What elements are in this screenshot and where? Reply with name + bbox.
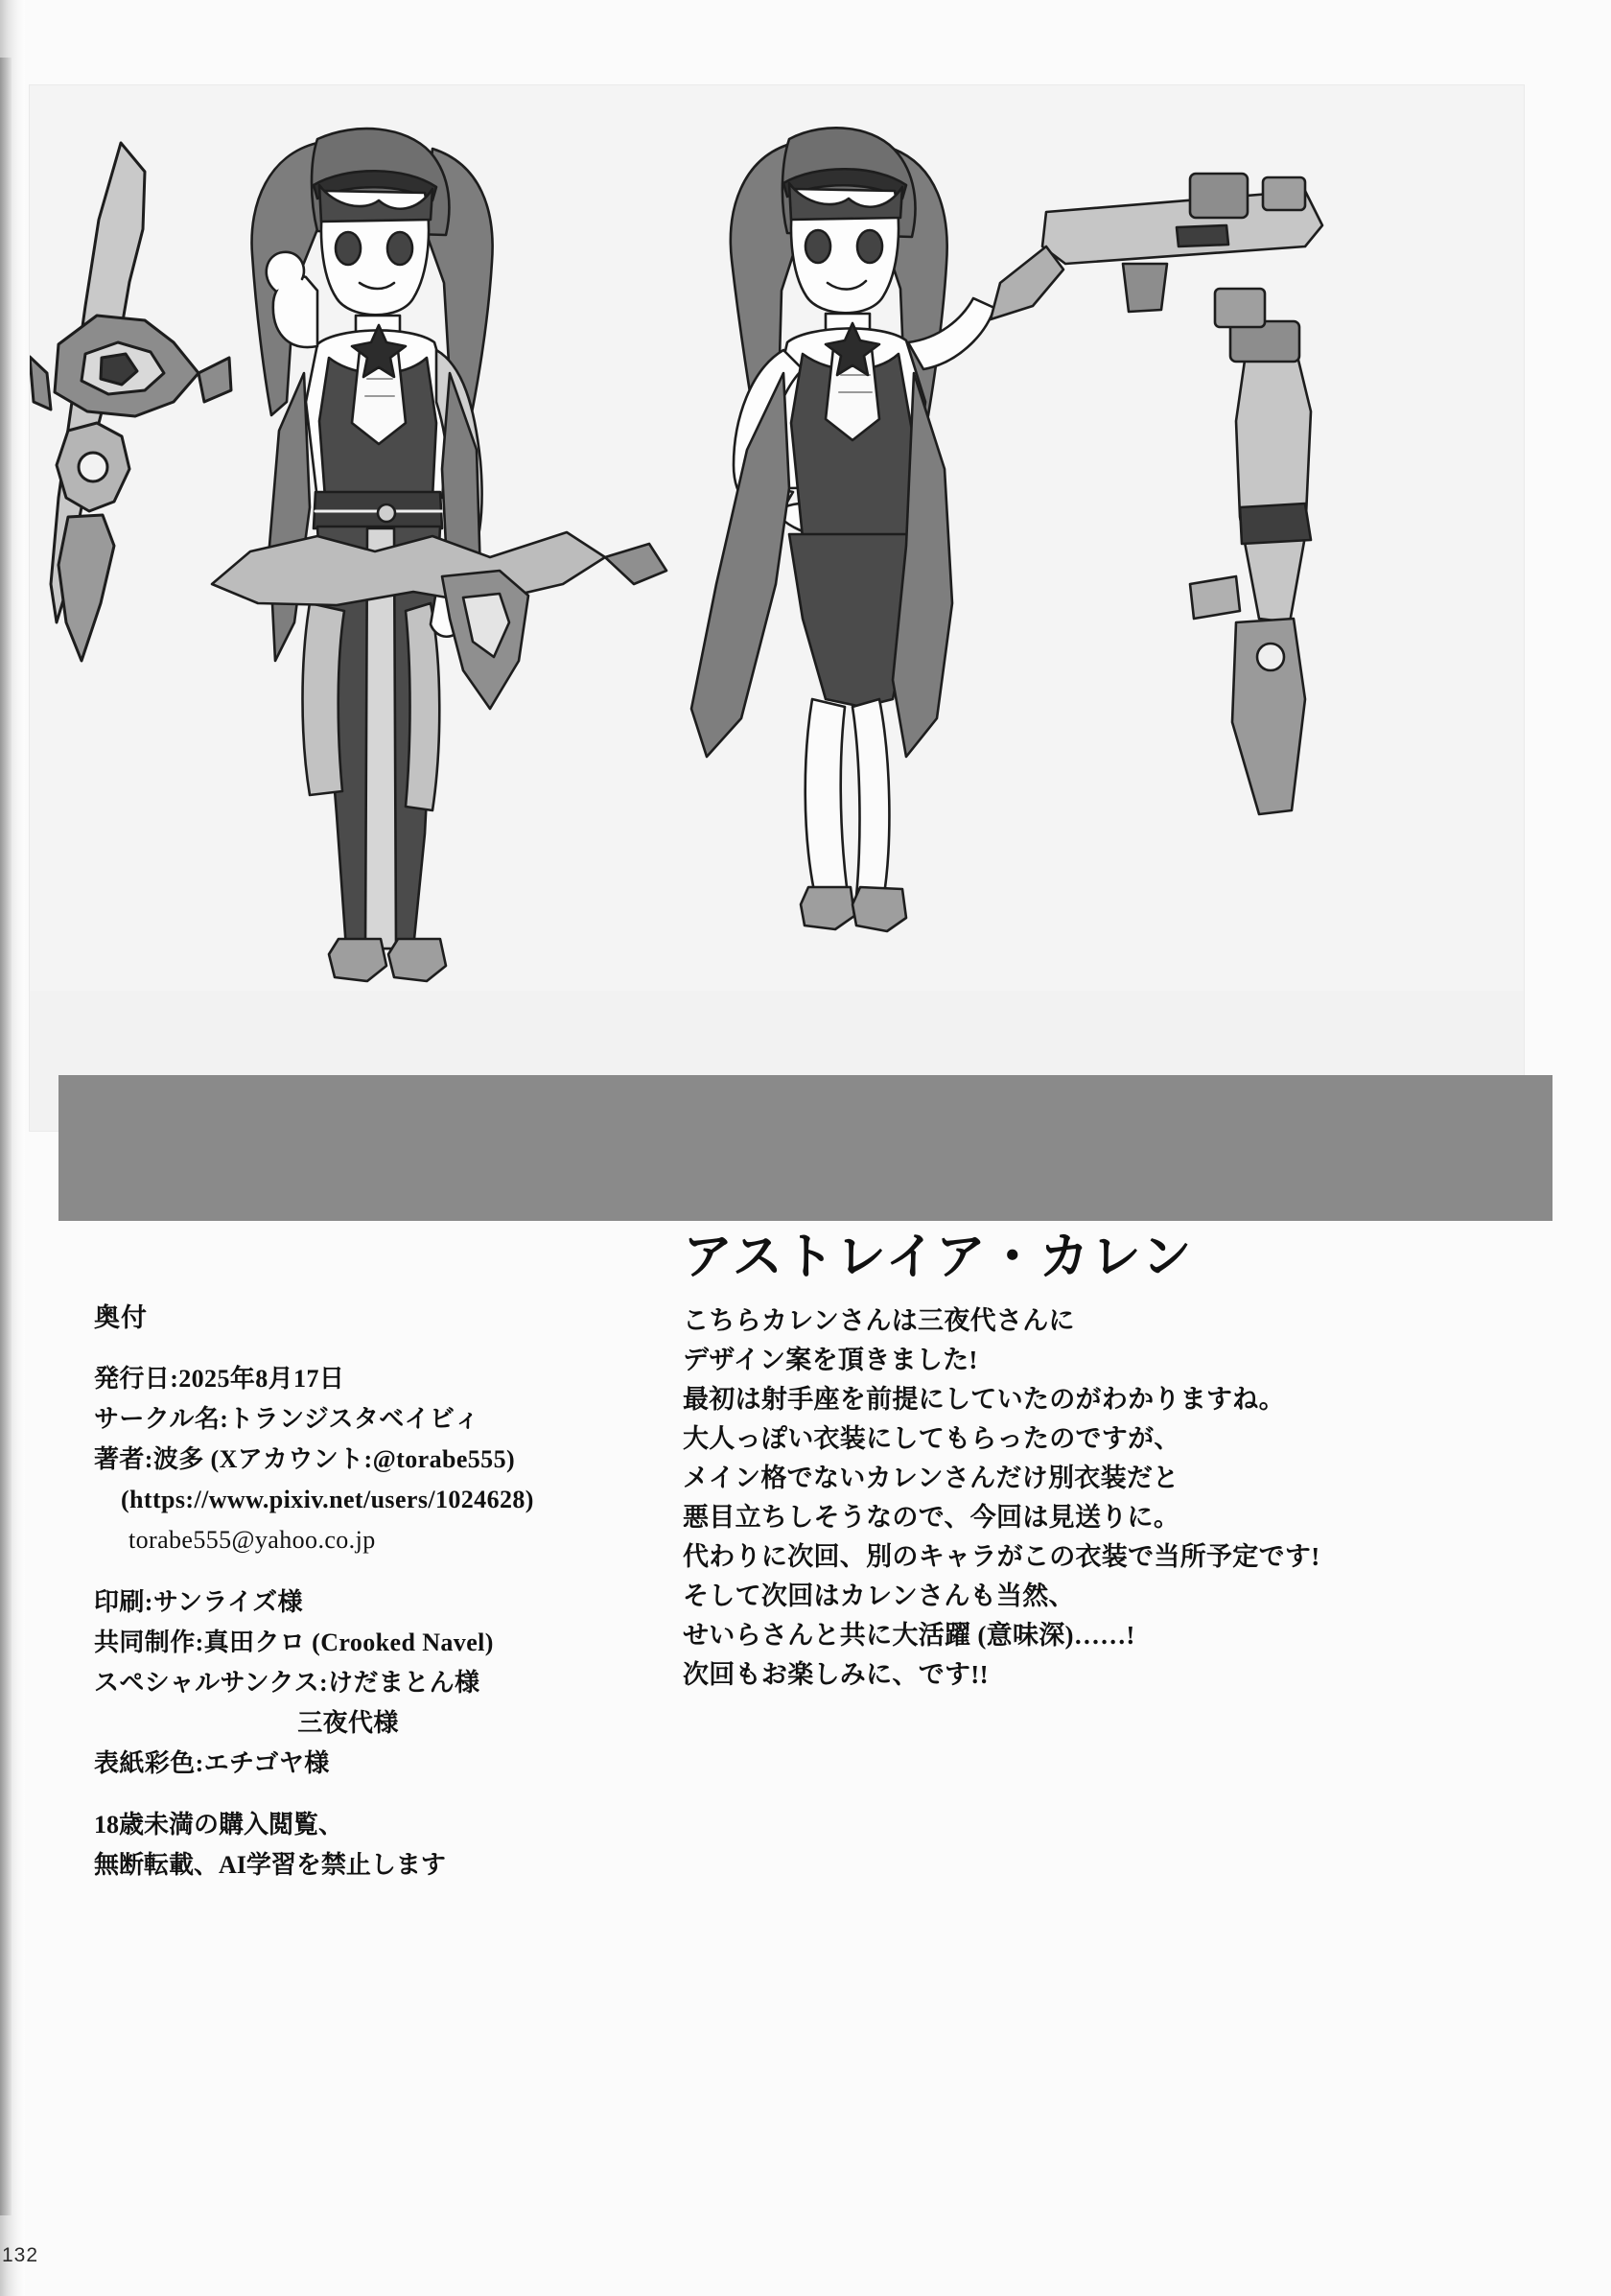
colophon-block: [94, 1297, 689, 1885]
commentary-line: せいらさんと共に大活躍 (意味深)……!: [683, 1621, 1135, 1651]
illustration-bottom-band: [58, 1075, 1553, 1221]
colophon-publish-date: 発行日:2025年8月17日: [94, 1365, 345, 1393]
colophon-pixiv-url[interactable]: (https://www.pixiv.net/users/1024628): [121, 1486, 534, 1514]
colophon-warning-line-1: 18歳未満の購入閲覧、: [94, 1811, 344, 1839]
illustration-canvas: [30, 85, 1524, 991]
commentary-line: デザイン案を頂きました!: [683, 1346, 978, 1375]
commentary-line: 最初は射手座を前提にしていたのがわかりますね。: [683, 1385, 1285, 1415]
scan-spine-shadow: [0, 58, 12, 2215]
colophon-circle-name: サークル名:トランジスタベイビィ: [94, 1405, 480, 1434]
colophon-warning-line-2: 無断転載、AI学習を禁止します: [94, 1850, 446, 1879]
colophon-co-production: 共同制作:真田クロ (Crooked Navel): [94, 1628, 494, 1656]
colophon-special-thanks-2: 三夜代様: [297, 1708, 399, 1737]
colophon-printer: 印刷:サンライズ様: [94, 1587, 303, 1616]
illustration-plate: [29, 84, 1525, 1132]
character-name-title: アストレイア・カレン: [683, 1229, 1194, 1286]
commentary-line: 次回もお楽しみに、です!!: [683, 1660, 989, 1690]
page-number: 132: [2, 2244, 39, 2266]
commentary-body: [683, 1301, 1527, 1695]
commentary-line: メイン格でないカレンさんだけ別衣装だと: [683, 1464, 1179, 1493]
colophon-special-thanks: スペシャルサンクス:けだまとん様: [94, 1668, 480, 1697]
commentary-line: こちらカレンさんは三夜代さんに: [683, 1306, 1075, 1335]
commentary-line: 大人っぽい衣装にしてもらったのですが、: [683, 1424, 1180, 1454]
commentary-line: そして次回はカレンさんも当然、: [683, 1581, 1075, 1611]
commentary-block: [683, 1216, 1527, 1695]
character-design-sheet: [30, 85, 1524, 991]
colophon-heading: 奥付: [94, 1303, 148, 1332]
commentary-line: 代わりに次回、別のキャラがこの衣装で当所予定です!: [683, 1542, 1320, 1572]
colophon-cover-color: 表紙彩色:エチゴヤ様: [94, 1748, 330, 1777]
commentary-line: 悪目立ちしそうなので、今回は見送りに。: [683, 1503, 1180, 1533]
colophon-author: 著者:波多 (Xアカウント:@torabe555): [94, 1445, 516, 1474]
colophon-email[interactable]: torabe555@yahoo.co.jp: [128, 1526, 376, 1555]
